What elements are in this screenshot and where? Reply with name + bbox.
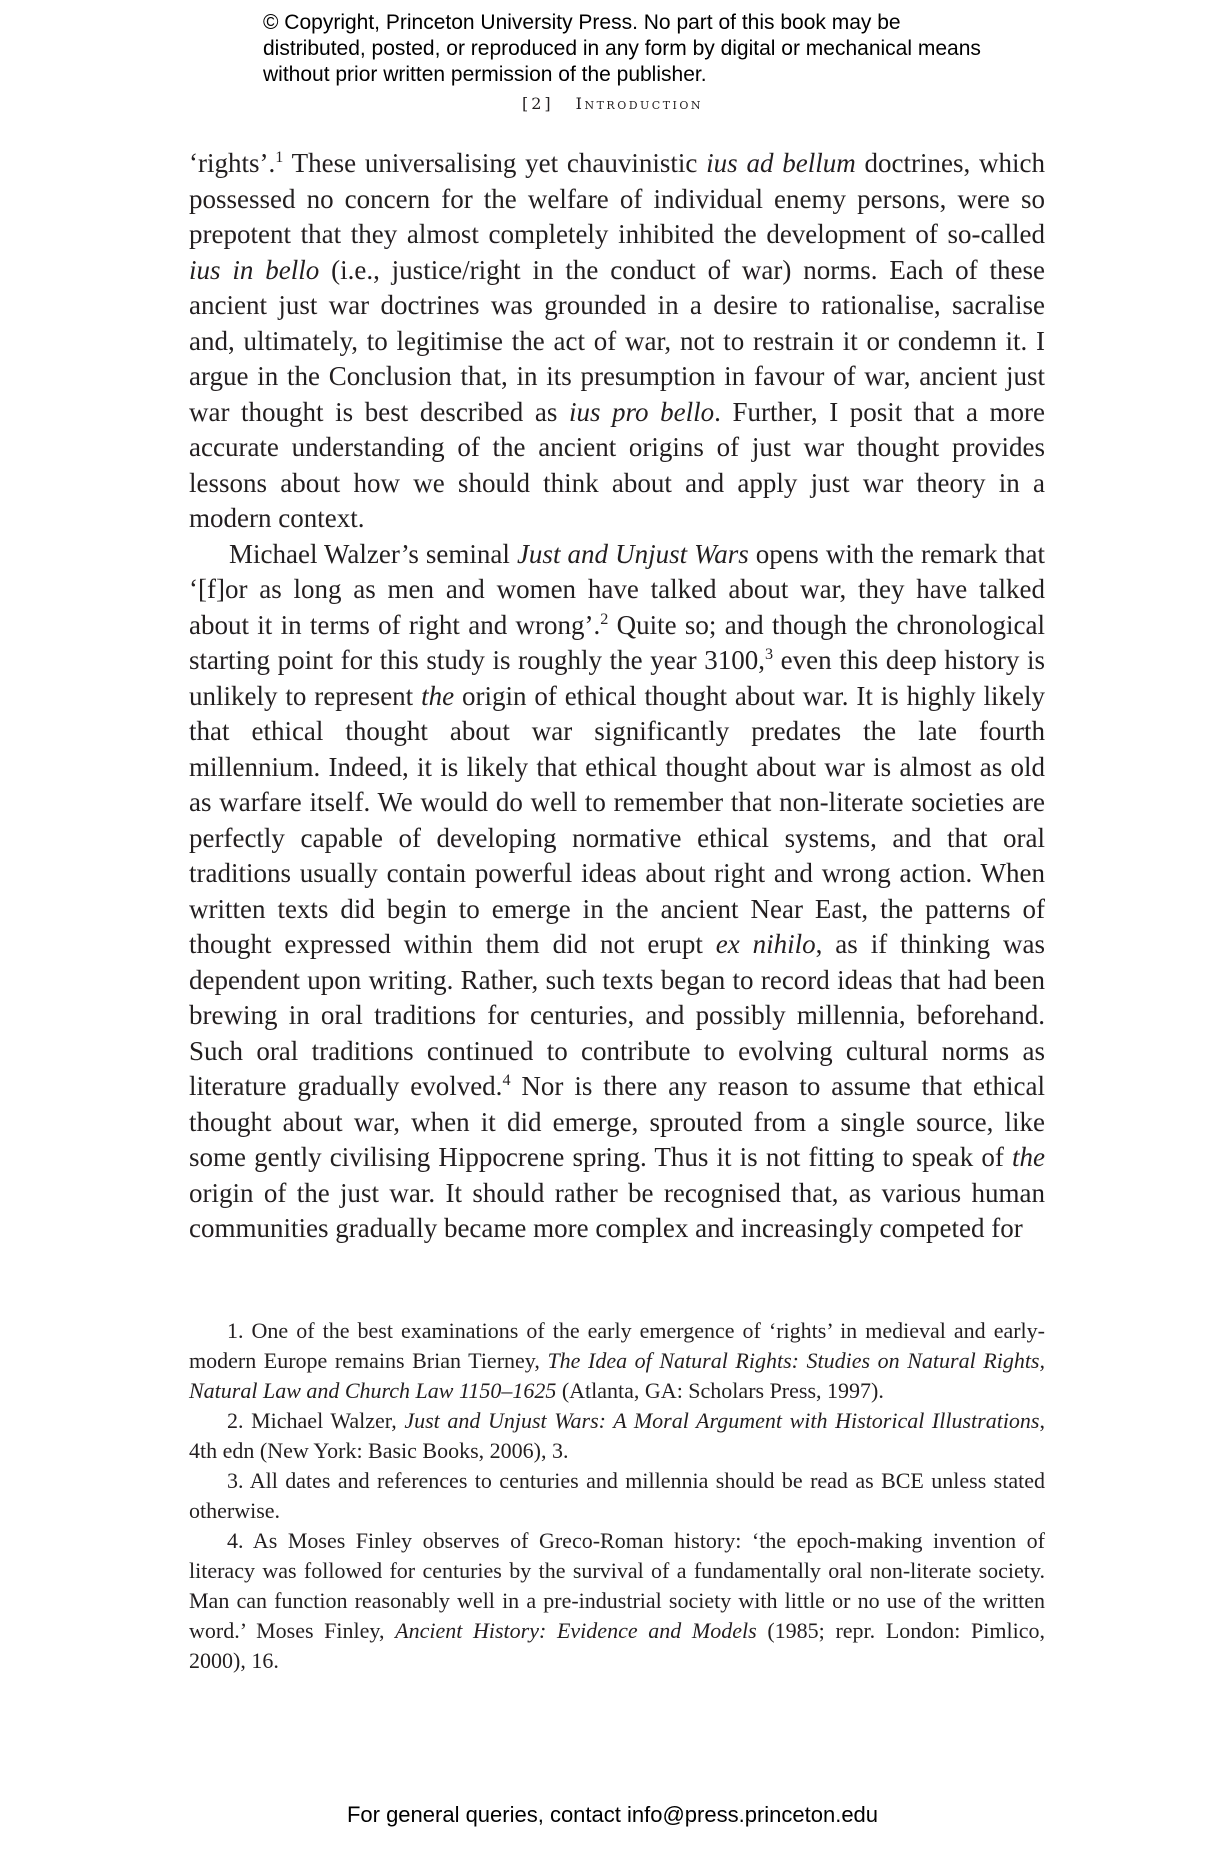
text-run: , as if thinking was dependent upon writing. Rather, such texts began to record ideas that had been brewing in oral traditions for centuries, and possibly millennia, beforehand. Such oral traditions continued to contribute to evolving cultural norms as literature gradually evolved. [189, 929, 1045, 1101]
footnote-3 [189, 1466, 1045, 1526]
text-run: doctrines, which possessed no concern for the welfare of individual enemy persons, were so prepotent that they almost completely inhibited the development of so-called [189, 148, 1045, 249]
italic-term: ex nihilo [715, 929, 816, 959]
text-run: Nor is there any reason to assume that ethical thought about war, when it did emerge, sprouted from a single source, like some gently civilising Hippocrene spring. Thus it is not fitting to speak of [189, 1071, 1045, 1172]
footnote-ref-3[interactable]: 3 [765, 645, 774, 663]
italic-term: the [421, 680, 455, 711]
footnote-ref-4[interactable]: 4 [502, 1071, 511, 1089]
text-run: (Atlanta, GA: Scholars Press, 1997). [556, 1378, 884, 1403]
footnotes [189, 1316, 1045, 1676]
main-text [189, 146, 1045, 1247]
text-run: even this deep history is unlikely to represent [189, 645, 1045, 711]
text-run: Michael Walzer’s seminal [229, 538, 517, 569]
running-head [0, 94, 1225, 113]
italic-term: the [1012, 1142, 1045, 1172]
text-run: Quite so; and though the chronological starting point for this study is roughly the year 3100, [189, 609, 1045, 675]
italic-title: Just and Unjust Wars [516, 538, 749, 569]
paragraph-2 [189, 537, 1045, 1247]
paragraph-1 [189, 146, 1045, 537]
italic-title: Ancient History: Evidence and Models [395, 1618, 757, 1643]
text-run: 3. All dates and references to centuries and millennia should be read as BCE unless stated otherwise. [189, 1468, 1045, 1523]
text-run: ‘rights’. [189, 148, 276, 178]
italic-title: The Idea of Natural Rights: Studies on Natural Rights, Natural Law and Church Law 1150–1625 [189, 1348, 1045, 1403]
text-run: , 4th edn (New York: Basic Books, 2006), 3. [189, 1408, 1045, 1463]
text-run: opens with the remark that ‘[f]or as long as men and women have talked about war, they have talked about it in terms of right and wrong’. [189, 538, 1046, 640]
footnote-1 [189, 1316, 1045, 1406]
text-run: . Further, I posit that a more accurate understanding of the ancient origins of just war thought provides lessons about how we should think about and apply just war theory in a modern context. [189, 396, 1045, 533]
footnote-ref-1[interactable]: 1 [275, 148, 284, 166]
text-run: These universalising yet chauvinistic [283, 148, 707, 178]
footnote-ref-2[interactable]: 2 [600, 609, 609, 628]
contact-footer: For general queries, contact info@press.princeton.edu [346, 1802, 879, 1827]
page-number: [2] [521, 94, 554, 113]
text-run: 2. Michael Walzer, [227, 1408, 405, 1433]
italic-term: ius in bello [189, 254, 320, 285]
copyright-notice: © Copyright, Princeton University Press. No part of this book may be distributed, posted, or reproduced in any form by digital or mechanical means without prior written permission of the publisher. [263, 11, 981, 86]
italic-title: Just and Unjust Wars: A Moral Argument with Historical Illustrations [404, 1408, 1040, 1433]
text-run: (i.e., justice/right in the conduct of war) norms. Each of these ancient just war doctrines was grounded in a desire to rationalise, sacralise and, ultimately, to legitimise the act of war, not to restrain it or condemn it. I argue in the Conclusion that, in its presumption in favour of war, ancient just war thought is best described as [189, 254, 1046, 427]
text-run: origin of the just war. It should rather be recognised that, as various human communities gradually became more complex and increasingly competed for [189, 1177, 1045, 1243]
text-run: 4. As Moses Finley observes of Greco-Roman history: ‘the epoch-making invention of literacy was followed for centuries by the survival of a fundamentally oral non-literate society. Man can function reasonably well in a pre-industrial society with little or no use of the written word.’ Moses Finley, [189, 1528, 1045, 1643]
section-title: Introduction [575, 94, 704, 113]
italic-term: ius pro bello [568, 396, 715, 427]
footnote-4 [189, 1526, 1045, 1676]
italic-term: ius ad bellum [706, 148, 856, 178]
text-run: origin of ethical thought about war. It is highly likely that ethical thought about war significantly predates the late fourth millennium. Indeed, it is likely that ethical thought about war is almost as old as warfare itself. We would do well to remember that non-literate societies are perfectly capable of developing normative ethical systems, and that oral traditions usually contain powerful ideas about right and wrong action. When written texts did begin to emerge in the ancient Near East, the patterns of thought expressed within them did not erupt [189, 680, 1046, 959]
text-run: (1985; repr. London: Pimlico, 2000), 16. [189, 1618, 1045, 1673]
text-run: 1. One of the best examinations of the early emergence of ‘rights’ in medieval and early-modern Europe remains Brian Tierney, [189, 1318, 1045, 1373]
footnote-2 [189, 1406, 1045, 1466]
